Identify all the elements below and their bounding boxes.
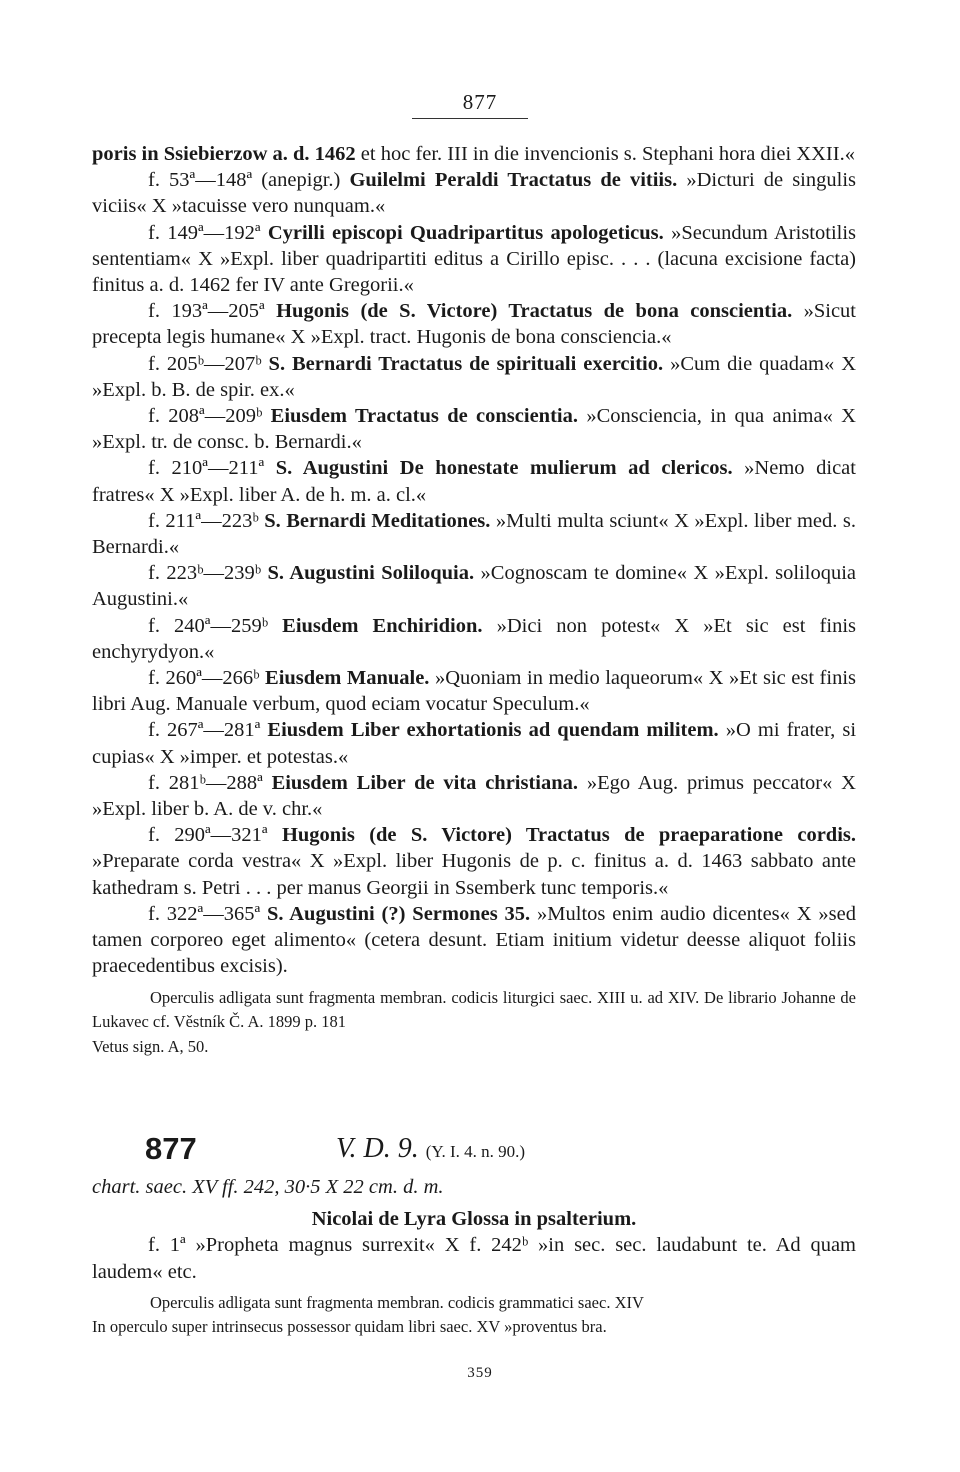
entry-text: »Preparate corda vestra« X »Expl. liber Hugonis de p. c. finitus a. d. 1463 sabbato ante kathedram s. Petri . . . per manus Georgii in Ssemberk tunc temporis.« bbox=[92, 850, 856, 899]
entry-title: Hugonis (de S. Victore) Tractatus de praeparatione cordis. bbox=[281, 824, 856, 847]
entry-folio: f. 223ᵇ—239ᵇ bbox=[148, 562, 262, 585]
entry-text: »O mi frater, si cupias« X »imper. et potestas.« bbox=[92, 719, 857, 768]
entry-title: Eiusdem Enchiridion. bbox=[282, 614, 483, 637]
entry-2 bbox=[92, 220, 856, 299]
entry-text: »Consciencia, in qua anima« X »Expl. tr. de consc. b. Bernardi.« bbox=[92, 405, 856, 454]
entry-title: Eiusdem Liber exhortationis ad quendam militem. bbox=[267, 719, 719, 742]
page-header-number: 877 bbox=[462, 90, 498, 114]
entry-continuation bbox=[92, 141, 856, 167]
entry-text: et hoc fer. III in die invencionis s. Stephani hora diei XXII.« bbox=[355, 143, 855, 165]
entry-text: »Secundum Aristotilis sententiam« X »Expl. liber quadripartiti editus a Cirillo episc. . . . (lacuna excisione facta) finitus a. d. 1462 fer IV ante Gregorii.« bbox=[92, 221, 857, 297]
record-number: 877 bbox=[145, 1131, 197, 1166]
entry-lead: poris in Ssiebierzow a. d. 1462 bbox=[92, 143, 356, 165]
entry-title: S. Augustini Soliloquia. bbox=[267, 562, 475, 585]
entry-title: S. Bernardi Meditationes. bbox=[264, 509, 491, 532]
record-description: chart. saec. XV ff. 242, 30·5 X 22 cm. d. m. bbox=[92, 1176, 444, 1198]
entry-text: »Dicturi de singulis viciis« X »tacuisse vero nunquam.« bbox=[92, 169, 856, 218]
entry-folio: f. 211ª—223ᵇ bbox=[148, 509, 259, 532]
entry-9 bbox=[92, 613, 856, 665]
note-old-signature: Vetus sign. A, 50. bbox=[92, 1036, 209, 1056]
entry-folio: f. 208ª—209ᵇ bbox=[148, 405, 263, 428]
entry-8 bbox=[92, 560, 856, 612]
entry-title: Eiusdem Manuale. bbox=[265, 667, 430, 690]
record-entry bbox=[92, 1232, 856, 1284]
record-header bbox=[92, 1131, 856, 1175]
entry-folio: f. 260ª—266ᵇ bbox=[148, 667, 260, 690]
header-rule bbox=[412, 118, 528, 119]
entry-6 bbox=[92, 455, 856, 507]
entry-text: »Multi multa sciunt« X »Expl. liber med. s. Bernardi.« bbox=[92, 509, 856, 559]
entry-3 bbox=[92, 298, 856, 350]
entry-title: Eiusdem Liber de vita christiana. bbox=[271, 771, 579, 794]
catalogue-entries bbox=[92, 141, 856, 1059]
record-title: Nicolai de Lyra Glossa in psalterium. bbox=[311, 1208, 637, 1231]
note-fragments: Operculis adligata sunt fragmenta membran. codicis liturgici saec. XIII u. ad XIV. De librario Johanne de Lukavec cf. Věstník Č. A. 1899 p. 181 bbox=[92, 987, 856, 1032]
entry-folio: f. 1ª bbox=[148, 1234, 186, 1257]
entry-folio: f. 210ª—211ª bbox=[148, 457, 265, 480]
entry-text: »Quoniam in medio laqueorum« X »Et sic est finis libri Aug. Manuale verbum, quod eciam vocatur Speculum.« bbox=[92, 667, 856, 716]
entry-title: Cyrilli episcopi Quadripartitus apologeticus. bbox=[267, 221, 664, 244]
entry-text: »Cum die quadam« X »Expl. b. B. de spir. ex.« bbox=[92, 352, 856, 401]
entry-folio: f. 240ª—259ᵇ bbox=[148, 614, 269, 637]
record-signature bbox=[336, 1133, 525, 1165]
note-grammatical-fragments: Operculis adligata sunt fragmenta membran. codicis grammatici saec. XIV bbox=[150, 1292, 644, 1312]
entry-13 bbox=[92, 822, 856, 901]
old-signature: (Y. I. 4. n. 90.) bbox=[425, 1142, 526, 1161]
entry-text: »Cognoscam te domine« X »Expl. soliloquia Augustini.« bbox=[92, 562, 856, 611]
entry-title: Hugonis (de S. Victore) Tractatus de bona conscientia. bbox=[276, 300, 793, 323]
entry-text: »Multos enim audio dicentes« X »sed tamen corporeo eget alimento« (cetera desunt. Etiam initium videtur deesse aliquot foliis praecedentibus excisis). bbox=[92, 902, 856, 978]
entry-text: »Sicut precepta legis humane« X »Expl. tract. Hugonis de bona consciencia.« bbox=[92, 300, 857, 349]
signature-text: V. D. 9. bbox=[336, 1133, 419, 1164]
entry-folio: f. 281ᵇ—288ª bbox=[148, 771, 263, 794]
entry-folio: f. 149ª—192ª bbox=[148, 221, 261, 244]
entry-7 bbox=[92, 508, 856, 560]
entry-title: Guilelmi Peraldi Tractatus de vitiis. bbox=[349, 169, 678, 192]
entry-4 bbox=[92, 351, 856, 403]
entry-1 bbox=[92, 167, 856, 219]
entry-14 bbox=[92, 901, 856, 980]
page-footer-number: 359 bbox=[467, 1365, 493, 1381]
entry-5 bbox=[92, 403, 856, 455]
entry-title: S. Augustini (?) Sermones 35. bbox=[266, 902, 531, 925]
entry-folio: f. 53ª—148ª (anepigr.) bbox=[148, 169, 341, 192]
entry-text: »Propheta magnus surrexit« X f. 242ᵇ »in sec. sec. laudabunt te. Ad quam laudem« etc. bbox=[92, 1234, 857, 1283]
record-title-line bbox=[92, 1206, 856, 1232]
entry-title: Eiusdem Tractatus de conscientia. bbox=[270, 405, 578, 428]
note-possessor: In operculo super intrinsecus possessor quidam libri saec. XV »proventus bra. bbox=[92, 1317, 607, 1337]
entry-folio: f. 193ª—205ª bbox=[148, 300, 265, 323]
record-body bbox=[92, 1174, 856, 1340]
entry-title: S. Bernardi Tractatus de spirituali exercitio. bbox=[268, 352, 664, 375]
entry-text: »Ego Aug. primus peccator« X »Expl. liber b. A. de v. chr.« bbox=[92, 771, 856, 821]
entry-12 bbox=[92, 770, 856, 822]
entry-folio: f. 267ª—281ª bbox=[148, 719, 261, 742]
entry-folio: f. 322ª—365ª bbox=[148, 902, 261, 925]
entry-10 bbox=[92, 665, 856, 717]
entry-text: »Dici non potest« X »Et sic est finis enchyrydyon.« bbox=[92, 614, 856, 663]
entry-title: S. Augustini De honestate mulierum ad clericos. bbox=[275, 457, 733, 480]
entry-folio: f. 205ᵇ—207ᵇ bbox=[148, 352, 262, 375]
entry-11 bbox=[92, 717, 856, 769]
entry-text: »Nemo dicat fratres« X »Expl. liber A. de h. m. a. cl.« bbox=[92, 457, 856, 506]
entry-folio: f. 290ª—321ª bbox=[148, 824, 268, 847]
